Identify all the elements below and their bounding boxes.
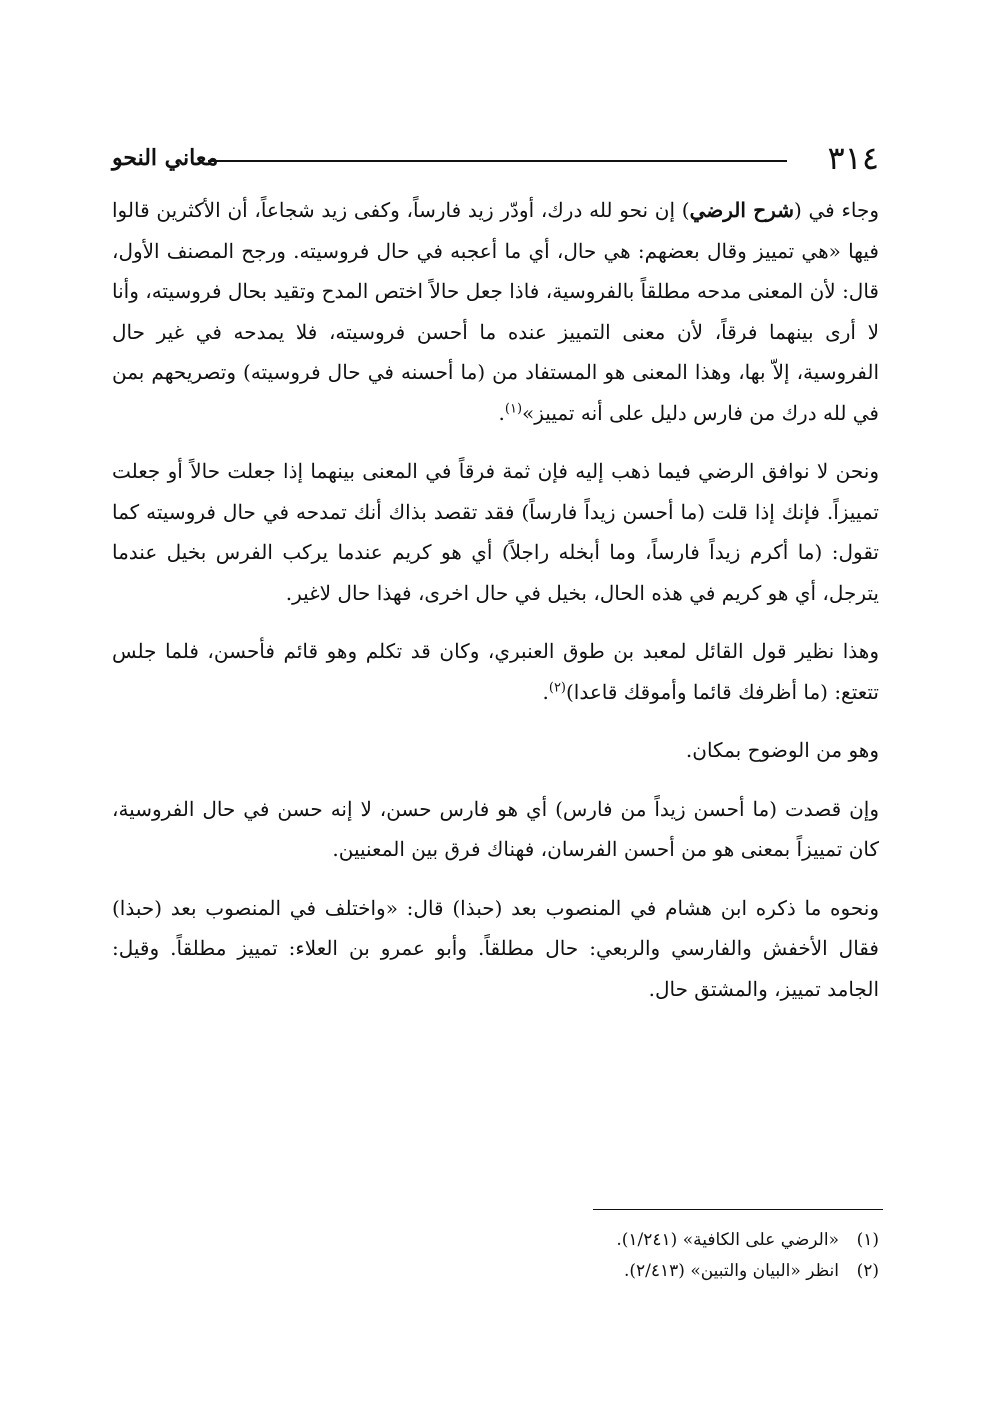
footnote-number: (١) [856, 1230, 879, 1250]
paragraph-1 [112, 190, 879, 433]
page-number: ٣١٤ [827, 139, 879, 177]
footnote-ref-1: (١) [504, 400, 523, 416]
page-header [112, 138, 879, 178]
paragraph-1-pre: وجاء في ( [793, 198, 879, 222]
paragraph-2: ونحن لا نوافق الرضي فيما ذهب إليه فإن ثمة فرقاً في المعنى بينهما إذا جعلت حالاً أو جعلت تمييزاً. فإنك إذا قلت (ما أحسن زيداً فارساً) فقد تقصد بذاك أنك تمدحه في حال فروسيته كما تقول: (ما أكرم زيداً فارساً، وما أبخله راجلاً) أي هو كريم عندما يركب الفرس بخيل عندما يترجل، أي هو كريم في هذه الحال، بخيل في حال اخرى، فهذا حال لاغير. [112, 459, 879, 605]
running-title: معاني النحو [112, 145, 219, 171]
footnote-2 [112, 1256, 879, 1287]
footnote-number: (٢) [856, 1261, 879, 1281]
paragraph-5: وإن قصدت (ما أحسن زيداً من فارس) أي هو فارس حسن، لا إنه حسن في حال الفروسية، كان تمييزاً بمعنى هو من أحسن الفرسان، فهناك فرق بين المعنيين. [112, 796, 879, 861]
paragraph-1-end: . [498, 400, 505, 425]
paragraph-1-post: ) إن نحو لله درك، أودّر زيد فارساً، وكفى زيد شجاعاً، أن الأكثرين قالوا فيها «هي تمييز وقال بعضهم: هي حال، أي ما أعجبه في حال فروسيته. ورجح المصنف الأول، قال: لأن المعنى مدحه مطلقاً بالفروسية، فاذا جعل حالاً اختص المدح وتقيد بحال فروسيته، وأنا لا أرى بينهما فرقاً، لأن معنى التمييز عنده ما أحسن فروسيته، فلا يمدحه في غير حال الفروسية، إلاّ بها، وهذا المعنى هو المستفاد من (ما أحسنه في حال فروسيته) وتصريحهم بمن في لله درك من فارس دليل على أنه تمييز» [112, 198, 880, 425]
paragraph-1-bold-title: شرح الرضي [689, 198, 794, 222]
footnotes [112, 1225, 879, 1287]
paragraph-3-text: وهذا نظير قول القائل لمعبد بن طوق العنبري، وكان قد تكلم وهو قائم فأحسن، فلما جلس تتعتع: (ما أظرفك قائما وأموقك قاعدا) [112, 639, 879, 704]
footnote-text: «الرضي على الكافية» (١/٢٤١). [616, 1230, 839, 1250]
paragraph-3 [112, 631, 879, 712]
paragraph-3-end: . [542, 679, 549, 704]
footnote-text: انظر «البيان والتبين» (٢/٤١٣). [623, 1261, 839, 1281]
paragraph-4: وهو من الوضوح بمكان. [685, 738, 879, 762]
footnote-separator [593, 1209, 883, 1210]
footnote-ref-2: (٢) [548, 679, 566, 695]
footnote-1 [112, 1225, 879, 1256]
page-body [112, 190, 879, 1027]
header-rule [208, 160, 787, 162]
paragraph-6: ونحوه ما ذكره ابن هشام في المنصوب بعد (حبذا) قال: «واختلف في المنصوب بعد (حبذا) فقال الأخفش والفارسي والربعي: حال مطلقاً. وأبو عمرو بن العلاء: تمييز مطلقاً. وقيل: الجامد تمييز، والمشتق حال. [112, 895, 879, 1001]
